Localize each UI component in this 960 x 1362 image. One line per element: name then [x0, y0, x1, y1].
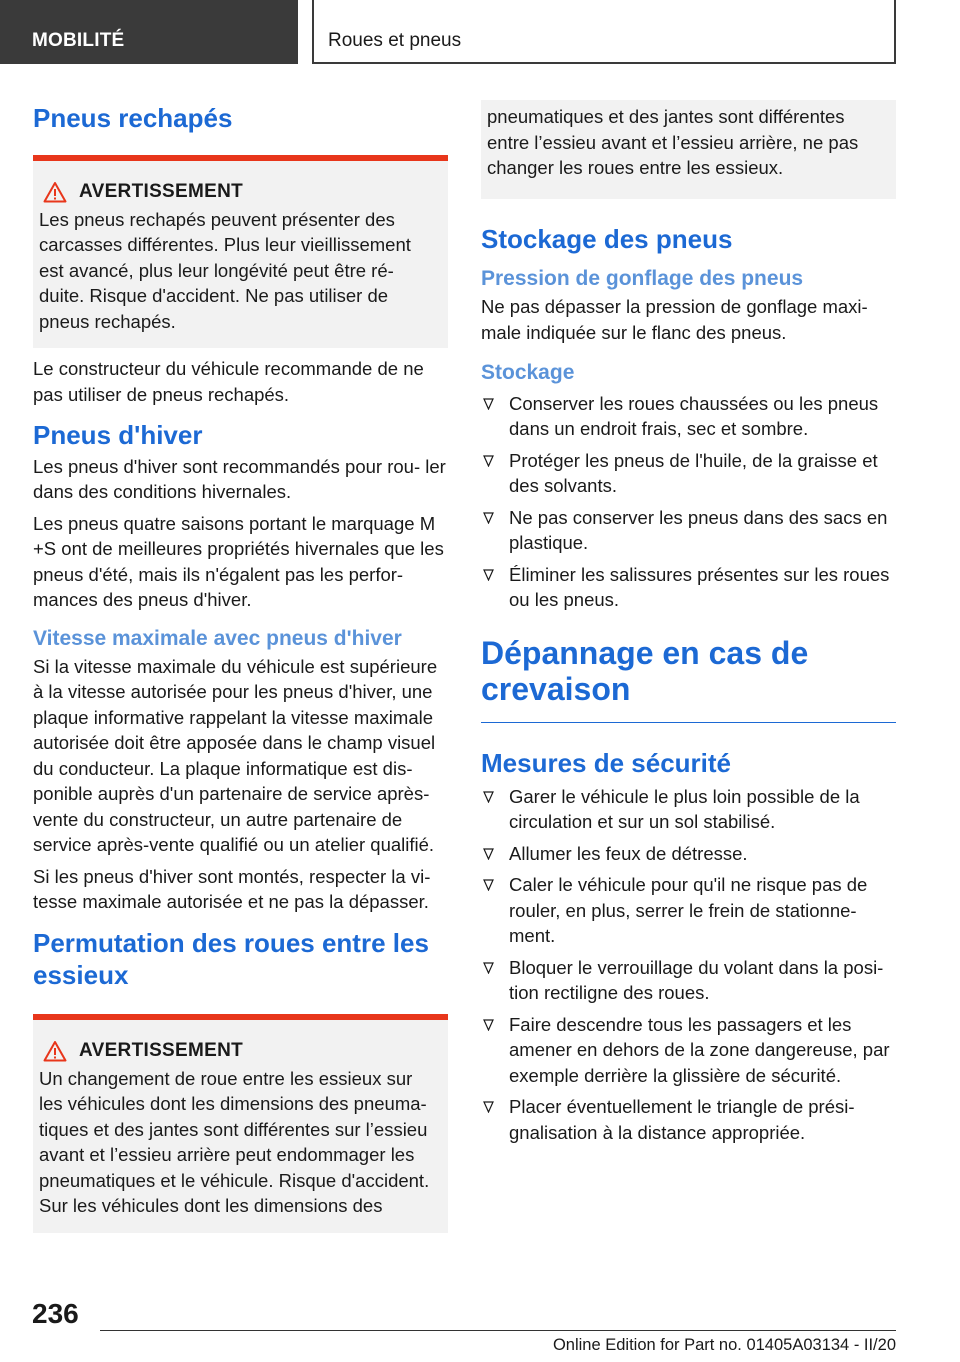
warning-box-continued	[481, 100, 896, 199]
retread-paragraph: Le constructeur du véhicule recommande de ne pas utiliser de pneus rechapés.	[33, 358, 424, 405]
max-speed-paragraph-1: Si la vitesse maximale du véhicule est supérieure à la vitesse autorisée pour les pneus d'hiver, une plaque informative rappelant la vitesse maximale autorisée doit être apposée dans le champ visuel du conducteur. La plaque informatique est dis- ponible auprès d'un partenaire de service après- vente du constructeur, un autre partenaire de service après-vente qualifié ou un atelier qualifié.	[33, 655, 438, 856]
bullet-triangle-icon	[483, 848, 494, 860]
chapter-title: Roues et pneus	[312, 0, 896, 64]
bullet-triangle-icon	[483, 455, 494, 467]
list-item: Allumer les feux de détresse.	[481, 841, 896, 867]
warning-triangle-icon	[43, 181, 67, 203]
bullet-triangle-icon	[483, 1101, 494, 1113]
heading-puncture-assistance: Dépannage en cas de crevaison	[481, 634, 809, 708]
bullet-triangle-icon	[483, 398, 494, 410]
warning-title: AVERTISSEMENT	[79, 180, 244, 202]
bullet-triangle-icon	[483, 1019, 494, 1031]
right-column	[481, 100, 896, 1151]
warning-continued-text: pneumatiques et des jantes sont différentes entre l’essieu avant et l’essieu arrière, ne pas changer les roues entre les essieux.	[487, 106, 859, 178]
heading-winter-max-speed: Vitesse maximale avec pneus d'hiver	[33, 626, 402, 650]
page-number: 236	[32, 1298, 79, 1329]
winter-paragraph-1: Les pneus d'hiver sont recommandés pour rou- ler dans des conditions hivernales.	[33, 455, 446, 502]
warning-box-rotation	[33, 1014, 448, 1233]
list-item: Protéger les pneus de l'huile, de la graisse et des solvants.	[481, 448, 896, 499]
max-speed-paragraph-2: Si les pneus d'hiver sont montés, respecter la vi- tesse maximale autorisée et ne pas la dépasser.	[33, 865, 431, 913]
warning-title: AVERTISSEMENT	[79, 1039, 244, 1061]
storage-list	[481, 391, 896, 613]
heading-winter-tires: Pneus d'hiver	[33, 420, 203, 450]
bullet-triangle-icon	[483, 569, 494, 581]
heading-wheel-rotation: Permutation des roues entre les essieux	[33, 927, 429, 991]
list-item: Ne pas conserver les pneus dans des sacs en plastique.	[481, 505, 896, 556]
list-item: Faire descendre tous les passagers et les amener en dehors de la zone dangereuse, par exemple derrière la glissière de sécurité.	[481, 1012, 896, 1089]
list-item: Éliminer les salissures présentes sur les roues ou les pneus.	[481, 562, 896, 613]
winter-paragraph-2: Les pneus quatre saisons portant le marquage M +S ont de meilleures propriétés hivernales que les pneus d'été, mais ils n'égalent pas les perfor- mances des pneus d'hiver.	[33, 512, 444, 610]
list-item: Garer le véhicule le plus loin possible de la circulation et sur un sol stabilisé.	[481, 784, 896, 835]
left-column	[33, 100, 448, 1233]
warning-text: Un changement de roue entre les essieux sur les véhicules dont les dimensions des pneuma- tiques et des jantes sont différentes sur l’essieu avant et l’essieu arrière peut endommager les pneumatiques et le véhicule. Risque d'accident. Sur les véhicules dont les dimensions des	[39, 1067, 430, 1217]
heading-rule	[481, 722, 896, 723]
heading-safety-measures: Mesures de sécurité	[481, 748, 732, 779]
bullet-triangle-icon	[483, 512, 494, 524]
heading-tire-storage: Stockage des pneus	[481, 223, 733, 254]
warning-box-retread	[33, 155, 448, 349]
pressure-paragraph: Ne pas dépasser la pression de gonflage maxi- male indiquée sur le flanc des pneus.	[481, 296, 868, 343]
warning-text: Les pneus rechapés peuvent présenter des carcasses différentes. Plus leur vieillissement est avancé, plus leur longévité peut être ré- duite. Risque d'accident. Ne pas utiliser de pneus rechapés.	[39, 208, 411, 332]
list-item: Bloquer le verrouillage du volant dans la posi- tion rectiligne des roues.	[481, 955, 896, 1006]
list-item: Conserver les roues chaussées ou les pneus dans un endroit frais, sec et sombre.	[481, 391, 896, 442]
bullet-triangle-icon	[483, 879, 494, 891]
safety-list	[481, 784, 896, 1146]
heading-inflation-pressure: Pression de gonflage des pneus	[481, 267, 804, 290]
footer-rule	[100, 1330, 896, 1331]
bullet-triangle-icon	[483, 962, 494, 974]
footer-edition: Online Edition for Part no. 01405A03134 - II/20	[552, 1336, 896, 1354]
heading-storage: Stockage	[481, 361, 575, 385]
section-tab: MOBILITÉ	[0, 0, 298, 64]
warning-triangle-icon	[43, 1040, 67, 1062]
list-item: Placer éventuellement le triangle de prési- gnalisation à la distance appropriée.	[481, 1094, 896, 1145]
list-item: Caler le véhicule pour qu'il ne risque pas de rouler, en plus, serrer le frein de stationne- ment.	[481, 872, 896, 949]
bullet-triangle-icon	[483, 791, 494, 803]
heading-retread-tires: Pneus rechapés	[33, 103, 233, 133]
